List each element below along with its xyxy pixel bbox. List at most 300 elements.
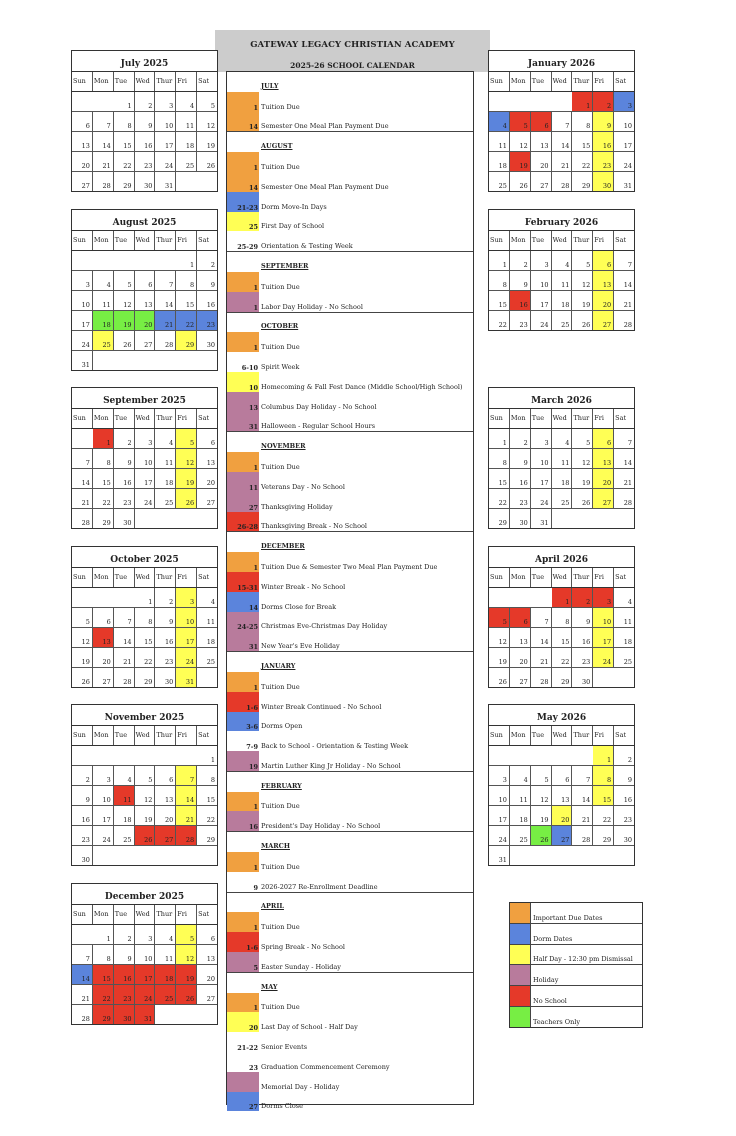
day-number: 11 bbox=[561, 459, 570, 467]
weekday-label: Wed bbox=[135, 726, 156, 745]
day-cell bbox=[510, 92, 531, 111]
weekday-label: Thur bbox=[155, 568, 176, 587]
day-number: 7 bbox=[627, 261, 633, 269]
day-cell bbox=[593, 251, 614, 270]
day-cell bbox=[531, 172, 552, 191]
day-cell bbox=[114, 449, 135, 468]
legend-swatch bbox=[510, 965, 531, 985]
day-cell bbox=[614, 806, 634, 825]
day-cell bbox=[135, 588, 156, 607]
day-number: 27 bbox=[165, 836, 174, 844]
day-number: 9 bbox=[169, 618, 174, 626]
event-month-heading-row bbox=[227, 832, 473, 852]
day-number: 8 bbox=[502, 281, 507, 289]
day-cell bbox=[176, 628, 197, 647]
event-date: 20 bbox=[227, 1012, 259, 1032]
day-cell bbox=[176, 746, 197, 765]
day-number: 28 bbox=[102, 182, 111, 190]
day-number: 13 bbox=[102, 638, 111, 646]
day-number: 16 bbox=[206, 301, 216, 309]
event-description: Winter Break - No School bbox=[261, 582, 346, 591]
day-number: 18 bbox=[623, 638, 633, 646]
day-cell bbox=[614, 608, 634, 627]
event-month-heading-row bbox=[227, 893, 473, 913]
event-description: Tuition Due bbox=[261, 1003, 300, 1012]
day-cell bbox=[114, 331, 135, 350]
event-row bbox=[227, 392, 473, 412]
event-description: Orientation & Testing Week bbox=[261, 242, 353, 251]
day-number: 5 bbox=[190, 439, 195, 447]
month-calendar-mar bbox=[488, 387, 635, 529]
week-row bbox=[489, 449, 634, 469]
day-cell bbox=[72, 152, 93, 171]
day-cell bbox=[489, 608, 510, 627]
day-cell bbox=[510, 786, 531, 805]
weekday-label: Fri bbox=[593, 726, 614, 745]
day-number: 12 bbox=[582, 281, 591, 289]
day-cell bbox=[489, 469, 510, 488]
day-number: 4 bbox=[523, 776, 528, 784]
day-number: 15 bbox=[123, 142, 132, 150]
week-row bbox=[72, 172, 217, 191]
event-row bbox=[227, 1052, 473, 1072]
event-month-heading-row bbox=[227, 432, 473, 452]
day-number: 27 bbox=[602, 321, 612, 329]
day-number: 3 bbox=[85, 281, 90, 289]
day-number: 26 bbox=[582, 499, 591, 507]
day-number: 19 bbox=[144, 816, 153, 824]
day-number: 6 bbox=[607, 261, 612, 269]
legend-swatch bbox=[510, 986, 531, 1006]
day-number: 4 bbox=[565, 439, 570, 447]
event-row bbox=[227, 852, 473, 872]
day-cell bbox=[114, 291, 135, 310]
day-cell bbox=[72, 92, 93, 111]
day-number: 10 bbox=[540, 459, 549, 467]
day-number: 22 bbox=[582, 162, 591, 170]
day-cell bbox=[197, 251, 217, 270]
day-number: 18 bbox=[123, 816, 132, 824]
day-cell bbox=[155, 668, 176, 687]
week-row bbox=[489, 291, 634, 311]
legend-item bbox=[510, 924, 642, 945]
day-cell bbox=[614, 826, 634, 845]
day-number: 8 bbox=[586, 122, 591, 130]
day-cell bbox=[135, 648, 156, 667]
day-number: 4 bbox=[106, 281, 111, 289]
day-number: 23 bbox=[519, 321, 528, 329]
day-cell bbox=[114, 786, 135, 805]
day-number: 20 bbox=[602, 479, 612, 487]
day-cell bbox=[614, 112, 634, 131]
week-row bbox=[72, 746, 217, 766]
day-number: 26 bbox=[519, 182, 528, 190]
legend-label: Half Day - 12:30 pm Dismissal bbox=[533, 955, 633, 964]
event-date bbox=[227, 1072, 259, 1092]
week-row bbox=[489, 628, 634, 648]
day-number: 9 bbox=[148, 122, 153, 130]
event-date: 15-31 bbox=[227, 572, 259, 592]
day-number: 23 bbox=[582, 658, 591, 666]
event-row bbox=[227, 872, 473, 892]
day-number: 11 bbox=[165, 459, 174, 467]
day-number: 21 bbox=[582, 816, 591, 824]
event-row bbox=[227, 712, 473, 732]
event-row bbox=[227, 731, 473, 751]
day-number: 24 bbox=[185, 658, 195, 666]
weekday-label: Wed bbox=[135, 231, 156, 250]
weekday-label: Mon bbox=[93, 568, 114, 587]
day-cell bbox=[572, 251, 593, 270]
day-number: 11 bbox=[123, 796, 132, 804]
event-section-september bbox=[227, 252, 473, 312]
day-number: 2 bbox=[148, 102, 153, 110]
day-cell bbox=[614, 786, 634, 805]
day-number: 23 bbox=[123, 995, 132, 1003]
day-cell bbox=[197, 331, 217, 350]
day-number: 22 bbox=[561, 658, 570, 666]
day-cell bbox=[93, 429, 114, 448]
event-month-heading: SEPTEMBER bbox=[261, 261, 309, 270]
event-row bbox=[227, 912, 473, 932]
event-date-spacer bbox=[227, 532, 259, 552]
day-cell bbox=[552, 172, 573, 191]
day-number: 25 bbox=[561, 499, 570, 507]
day-number: 12 bbox=[582, 459, 591, 467]
day-cell bbox=[614, 172, 634, 191]
day-cell bbox=[176, 132, 197, 151]
day-number: 2 bbox=[607, 102, 612, 110]
day-number: 26 bbox=[540, 836, 549, 844]
day-cell bbox=[531, 509, 552, 528]
day-number: 25 bbox=[623, 658, 633, 666]
day-number: 8 bbox=[565, 618, 570, 626]
month-calendar-nov bbox=[71, 704, 218, 866]
day-number: 6 bbox=[523, 618, 528, 626]
day-cell bbox=[93, 469, 114, 488]
day-cell bbox=[531, 628, 552, 647]
event-row bbox=[227, 172, 473, 192]
day-cell bbox=[593, 588, 614, 607]
day-number: 16 bbox=[81, 816, 90, 824]
day-cell bbox=[572, 588, 593, 607]
day-number: 28 bbox=[623, 499, 633, 507]
day-cell bbox=[135, 172, 156, 191]
week-row bbox=[72, 648, 217, 668]
day-cell bbox=[614, 152, 634, 171]
day-cell bbox=[155, 965, 176, 984]
day-cell bbox=[155, 92, 176, 111]
day-number: 27 bbox=[102, 678, 111, 686]
day-cell bbox=[72, 746, 93, 765]
day-cell bbox=[510, 826, 531, 845]
event-section-november bbox=[227, 432, 473, 532]
day-cell bbox=[176, 489, 197, 508]
month-title: May 2026 bbox=[489, 705, 634, 726]
day-number: 2 bbox=[127, 439, 132, 447]
day-cell bbox=[155, 351, 176, 370]
day-number: 6 bbox=[148, 281, 153, 289]
weekday-header bbox=[72, 409, 217, 429]
event-date: 27 bbox=[227, 492, 259, 512]
event-description: Tuition Due & Semester Two Meal Plan Payment Due bbox=[261, 562, 438, 571]
day-number: 18 bbox=[102, 321, 111, 329]
legend-item bbox=[510, 965, 642, 986]
day-number: 8 bbox=[127, 122, 132, 130]
day-number: 16 bbox=[582, 638, 591, 646]
day-cell bbox=[93, 628, 114, 647]
day-number: 23 bbox=[144, 162, 153, 170]
day-number: 30 bbox=[623, 836, 633, 844]
day-cell bbox=[531, 846, 552, 865]
week-row bbox=[72, 786, 217, 806]
event-description: Thanksgiving Break - No School bbox=[261, 522, 367, 531]
day-cell bbox=[489, 251, 510, 270]
day-number: 19 bbox=[582, 301, 591, 309]
day-number: 9 bbox=[127, 955, 132, 963]
day-cell bbox=[197, 112, 217, 131]
day-cell bbox=[135, 291, 156, 310]
day-number: 28 bbox=[185, 836, 195, 844]
day-number: 25 bbox=[185, 162, 195, 170]
day-cell bbox=[176, 965, 197, 984]
event-month-heading-row bbox=[227, 772, 473, 792]
day-cell bbox=[155, 826, 176, 845]
event-date-spacer bbox=[227, 72, 259, 92]
day-number: 16 bbox=[602, 142, 612, 150]
day-cell bbox=[176, 985, 197, 1004]
day-number: 24 bbox=[144, 995, 153, 1003]
day-cell bbox=[197, 132, 217, 151]
day-cell bbox=[510, 668, 531, 687]
day-number: 12 bbox=[498, 638, 507, 646]
day-cell bbox=[489, 132, 510, 151]
day-number: 5 bbox=[127, 281, 132, 289]
event-description: Tuition Due bbox=[261, 343, 300, 352]
month-title: November 2025 bbox=[72, 705, 217, 726]
day-number: 8 bbox=[148, 618, 153, 626]
day-cell bbox=[489, 628, 510, 647]
weekday-label: Sun bbox=[72, 72, 93, 91]
legend-label: Dorm Dates bbox=[533, 934, 573, 943]
weekday-label: Wed bbox=[135, 409, 156, 428]
day-number: 14 bbox=[102, 142, 111, 150]
week-row bbox=[489, 132, 634, 152]
day-cell bbox=[614, 746, 634, 765]
day-number: 24 bbox=[602, 658, 612, 666]
event-date: 1-6 bbox=[227, 692, 259, 712]
day-cell bbox=[593, 172, 614, 191]
day-cell bbox=[510, 172, 531, 191]
day-number: 1 bbox=[565, 598, 570, 606]
day-number: 30 bbox=[123, 519, 132, 527]
day-number: 17 bbox=[144, 479, 153, 487]
day-cell bbox=[489, 786, 510, 805]
day-number: 17 bbox=[540, 479, 549, 487]
day-cell bbox=[593, 668, 614, 687]
day-number: 27 bbox=[561, 836, 570, 844]
day-number: 20 bbox=[81, 162, 90, 170]
day-cell bbox=[531, 152, 552, 171]
day-number: 21 bbox=[102, 162, 111, 170]
day-number: 1 bbox=[148, 598, 153, 606]
day-number: 15 bbox=[185, 301, 195, 309]
day-cell bbox=[114, 985, 135, 1004]
event-date: 13 bbox=[227, 392, 259, 412]
event-row bbox=[227, 112, 473, 132]
day-cell bbox=[572, 449, 593, 468]
day-number: 25 bbox=[206, 658, 216, 666]
day-number: 9 bbox=[85, 796, 90, 804]
day-cell bbox=[572, 92, 593, 111]
legend-swatch bbox=[510, 924, 531, 944]
day-cell bbox=[510, 429, 531, 448]
event-month-heading: MAY bbox=[261, 982, 278, 991]
week-row bbox=[489, 786, 634, 806]
week-row bbox=[72, 588, 217, 608]
event-date: 5 bbox=[227, 952, 259, 972]
day-cell bbox=[135, 608, 156, 627]
day-number: 6 bbox=[565, 776, 570, 784]
event-description: Tuition Due bbox=[261, 802, 300, 811]
day-cell bbox=[176, 766, 197, 785]
week-row bbox=[72, 469, 217, 489]
event-month-heading-row bbox=[227, 132, 473, 152]
day-cell bbox=[197, 766, 217, 785]
day-number: 19 bbox=[206, 142, 216, 150]
event-month-heading: OCTOBER bbox=[261, 322, 299, 331]
day-number: 12 bbox=[206, 122, 216, 130]
day-cell bbox=[489, 92, 510, 111]
weekday-label: Wed bbox=[135, 568, 156, 587]
day-number: 28 bbox=[123, 678, 132, 686]
day-number: 30 bbox=[123, 1015, 132, 1023]
day-number: 9 bbox=[210, 281, 216, 289]
day-cell bbox=[93, 648, 114, 667]
event-description: Winter Break Continued - No School bbox=[261, 702, 382, 711]
day-number: 6 bbox=[607, 439, 612, 447]
day-number: 15 bbox=[561, 638, 570, 646]
day-number: 27 bbox=[81, 182, 90, 190]
weekday-label: Fri bbox=[593, 72, 614, 91]
day-cell bbox=[135, 351, 156, 370]
day-number: 2 bbox=[523, 261, 528, 269]
day-number: 16 bbox=[144, 142, 153, 150]
day-number: 31 bbox=[144, 1015, 153, 1023]
day-cell bbox=[593, 746, 614, 765]
day-number: 7 bbox=[627, 439, 633, 447]
weekday-label: Sat bbox=[198, 573, 210, 581]
day-cell bbox=[72, 668, 93, 687]
week-row bbox=[72, 271, 217, 291]
week-row bbox=[489, 509, 634, 528]
day-number: 26 bbox=[498, 678, 507, 686]
weekday-label: Fri bbox=[176, 231, 197, 250]
day-number: 12 bbox=[123, 301, 132, 309]
day-cell bbox=[531, 668, 552, 687]
day-number: 19 bbox=[498, 658, 507, 666]
day-cell bbox=[593, 429, 614, 448]
day-cell bbox=[593, 291, 614, 310]
day-number: 13 bbox=[206, 459, 216, 467]
day-cell bbox=[197, 608, 217, 627]
day-cell bbox=[572, 806, 593, 825]
day-cell bbox=[572, 489, 593, 508]
day-cell bbox=[93, 766, 114, 785]
weekday-label: Mon bbox=[510, 72, 531, 91]
day-number: 29 bbox=[102, 1015, 111, 1023]
event-row bbox=[227, 92, 473, 112]
weekday-header bbox=[72, 72, 217, 92]
day-cell bbox=[93, 311, 114, 330]
day-cell bbox=[72, 429, 93, 448]
day-number: 14 bbox=[123, 638, 132, 646]
day-number: 2 bbox=[85, 776, 90, 784]
month-calendar-dec bbox=[71, 883, 218, 1025]
day-number: 22 bbox=[102, 499, 111, 507]
day-cell bbox=[593, 628, 614, 647]
month-calendar-feb bbox=[488, 209, 635, 331]
day-cell bbox=[114, 429, 135, 448]
month-calendar-jan bbox=[488, 50, 635, 192]
weekday-label: Wed bbox=[552, 726, 573, 745]
event-row bbox=[227, 1012, 473, 1032]
day-number: 23 bbox=[123, 499, 132, 507]
weekday-header bbox=[489, 726, 634, 746]
week-row bbox=[72, 965, 217, 985]
day-number: 31 bbox=[540, 519, 549, 527]
day-cell bbox=[572, 668, 593, 687]
event-description: Martin Luther King Jr Holiday - No School bbox=[261, 761, 401, 770]
day-number: 21 bbox=[561, 162, 570, 170]
week-row bbox=[489, 172, 634, 191]
day-cell bbox=[93, 668, 114, 687]
day-number: 17 bbox=[144, 975, 153, 983]
day-cell bbox=[489, 271, 510, 290]
day-cell bbox=[155, 588, 176, 607]
event-date: 1 bbox=[227, 92, 259, 112]
event-description: Semester One Meal Plan Payment Due bbox=[261, 122, 389, 131]
day-number: 9 bbox=[627, 776, 633, 784]
event-row bbox=[227, 372, 473, 392]
day-cell bbox=[176, 509, 197, 528]
weekday-label: Fri bbox=[593, 231, 614, 250]
week-row bbox=[489, 668, 634, 687]
day-number: 14 bbox=[582, 796, 591, 804]
event-date: 14 bbox=[227, 172, 259, 192]
day-cell bbox=[114, 271, 135, 290]
day-number: 29 bbox=[102, 519, 111, 527]
event-date: 10 bbox=[227, 372, 259, 392]
day-cell bbox=[593, 806, 614, 825]
event-month-heading-row bbox=[227, 72, 473, 92]
weekday-label: Thur bbox=[155, 409, 176, 428]
day-number: 13 bbox=[540, 142, 549, 150]
day-number: 25 bbox=[165, 499, 174, 507]
day-cell bbox=[489, 172, 510, 191]
day-number: 14 bbox=[81, 479, 90, 487]
event-row bbox=[227, 332, 473, 352]
event-date: 1 bbox=[227, 452, 259, 472]
day-cell bbox=[197, 806, 217, 825]
day-cell bbox=[572, 846, 593, 865]
day-number: 21 bbox=[165, 321, 174, 329]
day-number: 29 bbox=[602, 836, 612, 844]
day-cell bbox=[135, 449, 156, 468]
legend-item bbox=[510, 903, 642, 924]
day-number: 7 bbox=[190, 776, 195, 784]
day-number: 4 bbox=[169, 935, 174, 943]
